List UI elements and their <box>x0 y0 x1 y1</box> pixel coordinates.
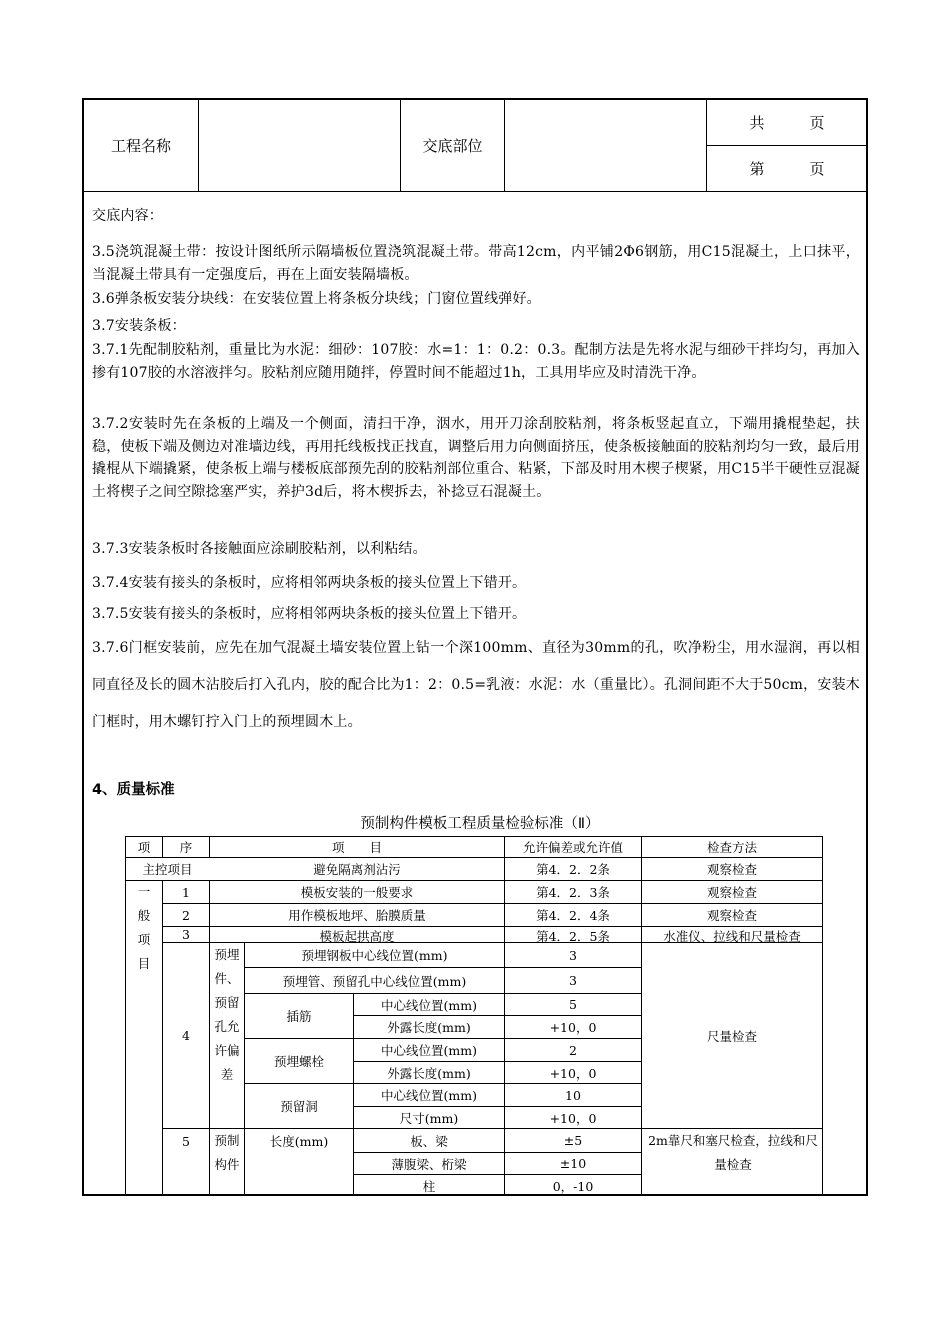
col-tolerance: 允许偏差或允许值 <box>522 840 623 855</box>
g4-r8-tolerance: +10，0 <box>549 1110 597 1126</box>
g4-r8-project: 尺寸(mm) <box>399 1110 459 1126</box>
g4-r5-project: 中心线位置(mm) <box>381 1043 477 1058</box>
location-value <box>505 99 706 191</box>
g4-r2-tolerance: 3 <box>569 973 577 988</box>
g4-bolt-label: 预埋螺栓 <box>273 1054 324 1069</box>
g5-r3-tolerance: 0，-10 <box>552 1178 594 1194</box>
main-control-method: 观察检查 <box>706 862 757 877</box>
general-items-label: 一 般 项 目 <box>137 884 151 971</box>
g4-r1-tolerance: 3 <box>569 947 577 963</box>
g3-method: 水准仪、拉线和尺量检查 <box>663 929 801 942</box>
section-3-5: 3.5浇筑混凝土带：按设计图纸所示隔墙板位置浇筑混凝土带。带高12cm，内平铺2Φ6钢筋，用C15混凝土，上口抹平，当混凝土带具有一定强度后，再在上面安装隔墙板。 <box>92 244 860 283</box>
project-name-label: 工程名称 <box>110 136 171 155</box>
g4-r4-tolerance: +10，0 <box>549 1020 597 1035</box>
header-divider <box>83 191 867 192</box>
project-name-value <box>199 99 400 191</box>
section-3-7-4: 3.7.4安装有接头的条板时，应将相邻两块条板的接头位置上下错开。 <box>92 575 527 591</box>
g5-r2-tolerance: ±10 <box>559 1156 587 1171</box>
g2-seq: 2 <box>182 907 190 923</box>
g3-seq: 3 <box>182 927 190 942</box>
section-3-7-6: 3.7.6门框安装前，应先在加气混凝土墙安装位置上钻一个深100mm、直径为30mm的孔，吹净粉尘，用水湿润，再以相同直径及长的圆木沾胶后打入孔内，胶的配合比为1：2：0.5=乳液：水泥：水（重量比）。孔洞间距不大于50cm，安装木门框时，用木螺钉拧入门上的预埋圆木上。 <box>92 640 860 730</box>
g4-hole-label: 预留洞 <box>280 1099 318 1114</box>
g4-r4-project: 外露长度(mm) <box>387 1020 471 1035</box>
g5-r2-project: 薄腹梁、桁梁 <box>391 1156 467 1172</box>
g4-r7-tolerance: 10 <box>565 1087 581 1103</box>
g5-method: 2m靠尺和塞尺检查，拉线和尺量检查 <box>648 1133 818 1172</box>
section-3-7: 3.7安装条板： <box>92 318 186 334</box>
g1-seq: 1 <box>182 884 190 900</box>
page-number: 第 页 <box>749 160 825 178</box>
total-pages: 共 页 <box>749 113 825 132</box>
section-3-7-2: 3.7.2安装时先在条板的上端及一个侧面，清扫干净，洇水，用开刀涂刮胶粘剂，将条板竖起直立，下端用撬棍垫起，扶稳，使板下端及侧边对准墙边线，再用托线板找正找直，调整后用力向侧面挤压，使条板接触面的胶粘剂均匀一致，最后用撬棍从下端撬紧，使条板上端与楼板底部预先刮的胶粘剂部位重合、粘紧，下部及时用木楔子楔紧，用C15半干硬性豆混凝土将楔子之间空隙捻塞严实，养护3d后，将木楔拆去，补捻豆石混凝土。 <box>92 416 860 500</box>
col-project: 项 目 <box>331 840 382 855</box>
col-item: 项 <box>137 840 151 855</box>
main-control-label: 主控项目 <box>142 862 193 877</box>
g1-project: 模板安装的一般要求 <box>300 885 414 900</box>
content-label: 交底内容： <box>92 208 163 224</box>
g1-tolerance: 第4．2．3条 <box>536 885 610 900</box>
location-label: 交底部位 <box>422 136 483 155</box>
g4-r5-tolerance: 2 <box>569 1042 577 1058</box>
g4-seq: 4 <box>182 1028 190 1043</box>
g3-project: 模板起拱高度 <box>319 929 395 942</box>
section-3-7-1: 3.7.1先配制胶粘剂，重量比为水泥：细砂：107胶：水=1：1：0.2：0.3。配制方法是先将水泥与细砂干拌均匀，再加入掺有107胶的水溶液拌匀。胶粘剂应随用随拌，停置时间不能超过1h，工具用毕应及时清洗干净。 <box>92 342 860 381</box>
quality-table-title: 预制构件模板工程质量检验标准（Ⅱ） <box>360 816 600 832</box>
section-3-7-3: 3.7.3安装条板时各接触面应涂刷胶粘剂，以利粘结。 <box>92 541 427 557</box>
g4-r2-project: 预埋管、预留孔中心线位置(mm) <box>282 973 467 989</box>
quality-heading: 4、质量标准 <box>92 782 175 798</box>
g4-group-label: 预埋 件、 预留 孔允 许偏 差 <box>214 947 240 1082</box>
main-control-project: 避免隔离剂沾污 <box>313 862 401 877</box>
g4-r6-tolerance: +10，0 <box>549 1065 597 1081</box>
g4-r1-project: 预埋钢板中心线位置(mm) <box>301 948 448 963</box>
section-3-7-5: 3.7.5安装有接头的条板时，应将相邻两块条板的接头位置上下错开。 <box>92 606 527 622</box>
g4-r6-project: 外露长度(mm) <box>387 1065 471 1081</box>
g5-seq: 5 <box>182 1133 190 1149</box>
g5-r3-project: 柱 <box>422 1178 436 1194</box>
g5-group-label: 预制 构件 <box>214 1133 240 1172</box>
g4-method: 尺量检查 <box>706 1028 757 1044</box>
col-seq: 序 <box>179 840 193 855</box>
g5-r1-tolerance: ±5 <box>563 1133 583 1148</box>
g3-tolerance: 第4．2．5条 <box>536 929 610 942</box>
section-3-6: 3.6弹条板安装分块线：在安装位置上将条板分块线；门窗位置线弹好。 <box>92 291 541 307</box>
g1-method: 观察检查 <box>706 885 757 900</box>
g2-project: 用作模板地坪、胎膜质量 <box>288 908 426 923</box>
g2-tolerance: 第4．2．4条 <box>536 908 610 923</box>
g5-length-label: 长度(mm) <box>269 1134 329 1149</box>
main-control-tolerance: 第4．2．2条 <box>536 862 610 877</box>
col-method: 检查方法 <box>706 840 757 855</box>
g4-r3-project: 中心线位置(mm) <box>381 997 477 1013</box>
g2-method: 观察检查 <box>706 908 757 923</box>
g4-r3-tolerance: 5 <box>569 997 577 1012</box>
g4-r7-project: 中心线位置(mm) <box>381 1088 477 1103</box>
g5-r1-project: 板、梁 <box>410 1133 448 1149</box>
g4-insert-bar-label: 插筋 <box>286 1009 312 1024</box>
